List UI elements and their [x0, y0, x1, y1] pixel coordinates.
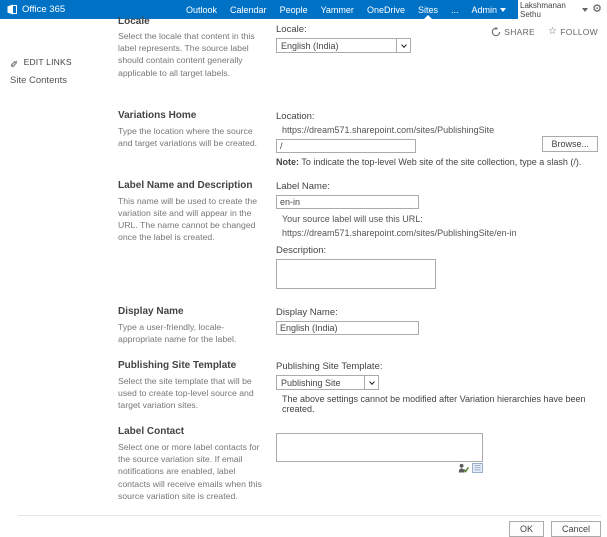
- pencil-icon: ✎: [10, 57, 19, 68]
- user-menu[interactable]: [518, 0, 607, 19]
- chevron-down-icon: [401, 42, 407, 48]
- note-prefix: Note:: [276, 156, 299, 167]
- locale-label: Locale:: [276, 24, 307, 35]
- section-description: Select the locale that content in this label represents. The source label should contain content generally applicable to all target labels.: [118, 31, 255, 78]
- section-description: This name will be used to create the variation site and will appear in the URL. The name cannot be changed once the label is created.: [118, 195, 258, 243]
- browse-button[interactable]: Browse...: [542, 136, 598, 152]
- share-label: SHARE: [504, 27, 536, 37]
- section-description: Select one or more label contacts for the source variation site. If email notifications are enabled, label contacts will receive emails when this source variation site is created.: [118, 442, 262, 501]
- nav-item-sites-label: Sites: [417, 4, 438, 15]
- label-name-label: Label Name:: [276, 180, 330, 192]
- suite-nav: [186, 5, 506, 15]
- section-title: Publishing Site Template: [118, 360, 237, 372]
- section-title-clipped: Locale: [118, 16, 150, 27]
- select-dropdown-button[interactable]: [364, 376, 378, 389]
- follow-label: FOLLOW: [560, 27, 598, 37]
- office365-brand[interactable]: [7, 4, 65, 15]
- edit-links-label: EDIT LINKS: [23, 57, 72, 67]
- label-name-input[interactable]: [276, 195, 419, 209]
- section-description: Select the site template that will be used to create top-level source and target variation sites.: [118, 376, 254, 411]
- source-url-hint: Your source label will use this URL:: [282, 213, 423, 224]
- nav-item-admin[interactable]: [471, 5, 506, 15]
- locale-select-value: English (India): [281, 40, 339, 51]
- settings-form: [118, 16, 607, 534]
- nav-item-calendar[interactable]: Calendar: [230, 4, 267, 15]
- display-name-label: Display Name:: [276, 306, 338, 318]
- section-description: Type the location where the source and target variations will be created.: [118, 125, 258, 148]
- section-label-contact: [118, 426, 607, 502]
- location-label: Location:: [276, 110, 315, 122]
- ok-button[interactable]: OK: [509, 521, 544, 537]
- nav-item-more[interactable]: ...: [450, 4, 459, 15]
- section-title: Variations Home: [118, 109, 197, 121]
- sidebar-item-site-contents[interactable]: Site Contents: [10, 75, 68, 86]
- brand-label: Office 365: [22, 4, 66, 15]
- location-base-url: https://dream571.sharepoint.com/sites/PublishingSite: [282, 124, 495, 135]
- locale-select[interactable]: [276, 38, 411, 53]
- nav-item-outlook[interactable]: Outlook: [186, 4, 218, 15]
- site-template-label: Publishing Site Template:: [276, 361, 383, 373]
- chevron-down-icon: [369, 379, 375, 385]
- nav-item-people[interactable]: People: [279, 4, 308, 15]
- description-textarea[interactable]: [276, 259, 436, 289]
- template-note: The above settings cannot be modified after Variation hierarchies have been created.: [282, 394, 586, 415]
- suite-bar: [0, 0, 607, 19]
- source-url-value: https://dream571.sharepoint.com/sites/PublishingSite/en-in: [282, 227, 517, 238]
- display-name-input[interactable]: [276, 321, 419, 335]
- nav-item-onedrive[interactable]: OneDrive: [366, 4, 405, 15]
- description-label: Description:: [276, 244, 327, 256]
- edit-links-button[interactable]: [10, 57, 118, 67]
- section-site-template: [118, 360, 607, 414]
- suite-bar-blue: [0, 0, 518, 19]
- section-title: Label Contact: [118, 426, 185, 438]
- browse-people-icon[interactable]: [472, 463, 483, 473]
- office365-logo-icon: [7, 4, 17, 15]
- footer-buttons: [118, 521, 607, 537]
- select-dropdown-button[interactable]: [396, 39, 410, 52]
- section-description: Type a user-friendly, locale-appropriate name for the label.: [118, 321, 237, 344]
- note-text: To indicate the top-level Web site of the site collection, type a slash (/).: [301, 156, 582, 167]
- location-note: [276, 157, 607, 167]
- nav-item-yammer[interactable]: Yammer: [320, 4, 354, 15]
- section-variations-home: [118, 110, 607, 167]
- label-contact-picker[interactable]: [276, 433, 483, 462]
- footer-divider: [18, 515, 601, 516]
- nav-item-sites[interactable]: [418, 5, 438, 15]
- page-content: [0, 16, 607, 534]
- left-nav: [0, 19, 118, 447]
- star-icon: ☆: [548, 26, 558, 37]
- check-names-icon[interactable]: [458, 463, 469, 473]
- site-template-select[interactable]: [276, 375, 379, 390]
- section-title: Label Name and Description: [118, 179, 253, 191]
- chevron-down-icon: [582, 8, 588, 12]
- nav-item-admin-label: Admin: [471, 4, 497, 15]
- section-title: Display Name: [118, 305, 184, 317]
- cancel-button[interactable]: Cancel: [551, 521, 601, 537]
- active-tab-caret-icon: [424, 15, 432, 19]
- section-locale: [118, 16, 607, 79]
- chevron-down-icon: [500, 8, 506, 12]
- site-template-select-value: Publishing Site: [281, 377, 341, 388]
- gear-icon[interactable]: ⚙: [592, 3, 602, 15]
- location-input[interactable]: [276, 139, 416, 153]
- user-name: Lakshmanan Sethu: [520, 0, 566, 19]
- section-display-name: [118, 306, 607, 345]
- section-label-name: [118, 180, 607, 289]
